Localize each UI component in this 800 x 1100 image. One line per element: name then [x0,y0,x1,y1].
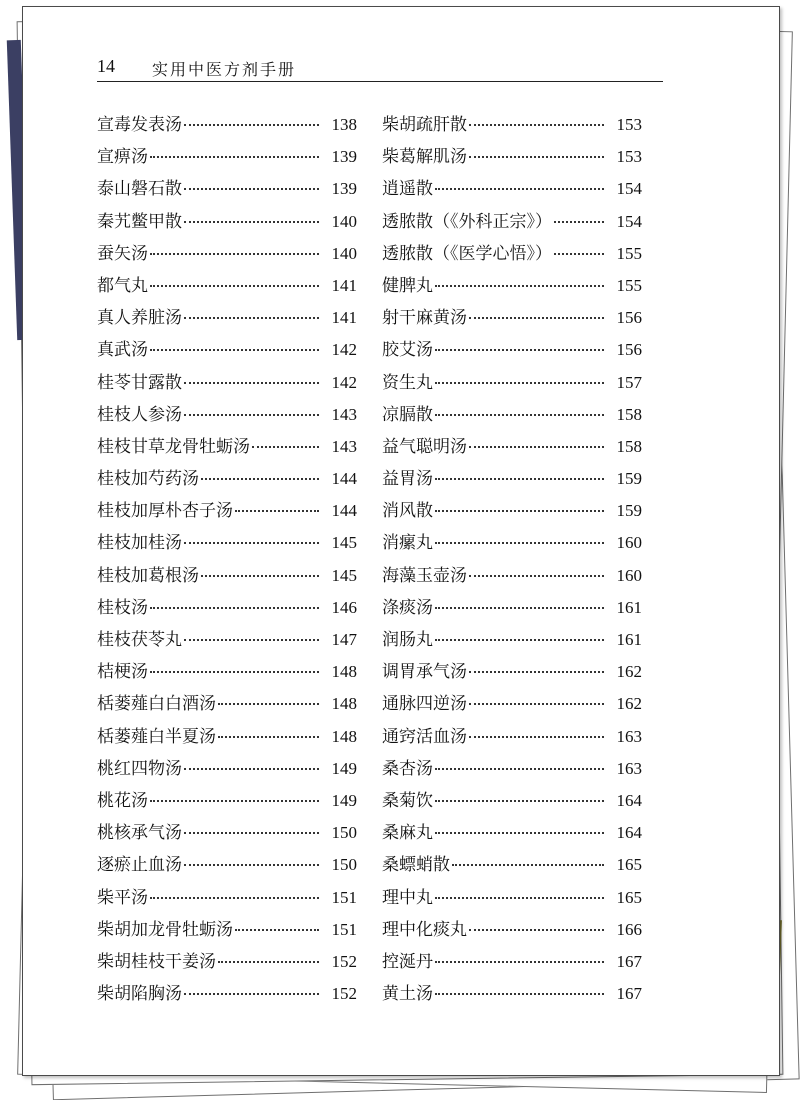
toc-entry-name: 蚕矢汤 [97,243,148,264]
toc-entry[interactable] [97,915,357,947]
toc-entry-page: 139 [331,147,357,167]
toc-entry-page: 167 [616,984,642,1004]
toc-entry-page: 153 [616,115,642,134]
toc-entry[interactable] [97,689,357,721]
dot-leader [469,671,604,673]
toc-entry[interactable] [97,786,357,818]
toc-entry[interactable] [97,754,357,786]
toc-entry-name: 桂枝茯苓丸 [97,630,182,650]
dot-leader [218,736,319,738]
dot-leader [435,639,604,641]
toc-entry-page: 148 [331,726,357,746]
dot-leader [469,703,604,705]
toc-entry-page: 161 [616,630,642,649]
toc-entry[interactable] [97,561,357,593]
dot-leader [201,575,319,577]
toc-entry-name: 桃核承气汤 [97,823,182,844]
toc-entry[interactable] [97,174,357,206]
dot-leader [435,897,604,899]
dot-leader [218,703,319,705]
dot-leader [184,542,319,544]
toc-entry-name: 桑菊饮 [382,790,433,811]
toc-entry-name: 透脓散（《外科正宗》） [382,211,552,232]
toc-entry-page: 147 [331,630,357,649]
toc-entry[interactable] [382,142,642,174]
toc-entry-page: 151 [331,887,357,907]
toc-entry[interactable] [382,689,642,721]
toc-entry-name: 柴胡桂枝干姜汤 [97,951,216,972]
toc-entry-name: 柴胡陷胸汤 [97,984,182,1005]
toc-entry-name: 桃花汤 [97,790,148,811]
dot-leader [184,864,319,866]
toc-entry-name: 桂枝人参汤 [97,404,182,425]
toc-entry-page: 157 [616,372,642,392]
toc-entry[interactable] [97,883,357,915]
toc-entry[interactable] [382,432,642,464]
toc-entry-name: 柴胡疏肝散 [382,115,467,135]
dot-leader [150,285,319,287]
toc-entry-name: 控涎丹 [382,951,433,972]
toc-entry[interactable] [97,464,357,496]
toc-entry-name: 消风散 [382,501,433,522]
toc-entry-page: 150 [331,855,357,875]
toc-entry-page: 148 [331,662,357,682]
dot-leader [435,414,604,416]
toc-entry-name: 真人养脏汤 [97,308,182,329]
toc-entry-name: 凉膈散 [382,404,433,425]
dot-leader [469,317,604,319]
toc-entry-page: 165 [616,887,642,907]
dot-leader [435,832,604,834]
toc-entry-name: 资生丸 [382,372,433,393]
toc-entry-name: 宣毒发表汤 [97,115,182,135]
toc-entry[interactable] [382,464,642,496]
toc-entry-page: 152 [331,984,357,1004]
dot-leader [150,607,319,609]
toc-entry-page: 148 [331,694,357,714]
toc-entry-name: 涤痰汤 [382,597,433,618]
toc-entry-name: 理中化痰丸 [382,919,467,940]
dot-leader [184,124,319,126]
toc-entry-page: 150 [331,823,357,843]
toc-entry-page: 149 [331,758,357,778]
toc-entry[interactable] [97,207,357,239]
toc-entry[interactable] [382,110,642,142]
toc-entry-page: 160 [616,533,642,553]
toc-entry-page: 166 [616,919,642,939]
toc-entry[interactable] [382,754,642,786]
toc-entry-page: 167 [616,951,642,971]
dot-leader [435,510,604,512]
dot-leader [150,349,319,351]
toc-entry-name: 透脓散（《医学心悟》） [382,243,552,264]
dot-leader [469,446,604,448]
toc-entry-page: 144 [331,469,357,489]
toc-entry-name: 黄土汤 [382,984,433,1005]
toc-entry[interactable] [97,368,357,400]
toc-entry[interactable] [97,432,357,464]
toc-entry[interactable] [97,271,357,303]
toc-entry-name: 泰山磐石散 [97,179,182,200]
toc-entry-page: 138 [331,115,357,134]
toc-entry[interactable] [97,110,357,142]
toc-entry-page: 145 [331,533,357,553]
dot-leader [235,929,319,931]
toc-entry-name: 桂枝加厚朴杏子汤 [97,501,233,522]
toc-entry[interactable] [97,850,357,882]
toc-entry-name: 桂枝甘草龙骨牡蛎汤 [97,436,250,457]
toc-entry-name: 柴胡加龙骨牡蛎汤 [97,919,233,940]
dot-leader [435,478,604,480]
dot-leader [150,253,319,255]
toc-entry[interactable] [382,722,642,754]
dot-leader [435,285,604,287]
toc-entry[interactable] [97,239,357,271]
dot-leader [435,607,604,609]
dot-leader [554,253,604,255]
toc-entry-page: 163 [616,758,642,778]
toc-entry-page: 141 [331,308,357,328]
toc-entry-name: 海藻玉壶汤 [382,565,467,586]
toc-entry-page: 158 [616,436,642,456]
dot-leader [201,478,319,480]
toc-entry-name: 桂枝汤 [97,597,148,618]
toc-entry-name: 益气聪明汤 [382,436,467,457]
toc-entry-name: 栝蒌薤白白酒汤 [97,694,216,715]
toc-entry-name: 桔梗汤 [97,662,148,683]
dot-leader [452,864,604,866]
toc-entry-name: 宣痹汤 [97,147,148,168]
toc-entry-page: 144 [331,501,357,521]
toc-entry-name: 桂枝加葛根汤 [97,565,199,586]
toc-entry-name: 逐瘀止血汤 [97,855,182,876]
toc-entry-page: 142 [331,372,357,392]
toc-entry-page: 143 [331,436,357,456]
toc-entry[interactable] [382,174,642,206]
toc-entry-page: 149 [331,790,357,810]
toc-entry-name: 健脾丸 [382,275,433,296]
toc-entry-page: 165 [616,855,642,875]
toc-entry[interactable] [382,786,642,818]
toc-entry-name: 柴平汤 [97,887,148,908]
toc-entry[interactable] [382,947,642,979]
toc-entry-page: 162 [616,694,642,714]
dot-leader [435,961,604,963]
toc-entry-name: 秦艽鳖甲散 [97,211,182,232]
toc-entry-name: 益胃汤 [382,469,433,490]
dot-leader [435,382,604,384]
toc-entry-name: 桂苓甘露散 [97,372,182,393]
toc-entry[interactable] [382,303,642,335]
toc-entry-page: 164 [616,790,642,810]
toc-entry-name: 桂枝加桂汤 [97,533,182,554]
dot-leader [184,317,319,319]
toc-entry-name: 调胃承气汤 [382,662,467,683]
toc-entry-page: 161 [616,597,642,617]
toc-entry-page: 154 [616,179,642,199]
dot-leader [554,221,604,223]
toc-entry[interactable] [382,400,642,432]
toc-entry-page: 158 [616,404,642,424]
dot-leader [150,897,319,899]
toc-entry[interactable] [97,528,357,560]
dot-leader [235,510,319,512]
toc-entry-name: 润肠丸 [382,630,433,650]
toc-entry-name: 理中丸 [382,887,433,908]
dot-leader [252,446,319,448]
toc-entry[interactable] [97,657,357,689]
dot-leader [469,929,604,931]
toc-entry-name: 消瘰丸 [382,533,433,554]
toc-entry-name: 通窍活血汤 [382,726,467,747]
page-number: 14 [97,56,115,76]
toc-entry[interactable] [97,818,357,850]
dot-leader [469,156,604,158]
toc-entry-page: 163 [616,726,642,746]
toc-entry[interactable] [382,657,642,689]
toc-entry-name: 真武汤 [97,340,148,361]
toc-entry-page: 154 [616,211,642,231]
toc-entry[interactable] [382,496,642,528]
dot-leader [435,188,604,190]
toc-entry[interactable] [97,303,357,335]
toc-entry-page: 159 [616,469,642,489]
toc-entry[interactable] [382,239,642,271]
dot-leader [469,736,604,738]
dot-leader [469,124,604,126]
toc-entry[interactable] [97,496,357,528]
toc-entry-name: 射干麻黄汤 [382,308,467,329]
toc-entry-page: 143 [331,404,357,424]
dot-leader [435,349,604,351]
toc-entry[interactable] [97,142,357,174]
toc-entry-page: 146 [331,597,357,617]
toc-entry-page: 164 [616,823,642,843]
toc-entry-page: 140 [331,211,357,231]
toc-entry[interactable] [97,593,357,625]
toc-column-left [97,110,357,1011]
toc-entry[interactable] [97,625,357,657]
toc-entry-page: 152 [331,951,357,971]
toc-entry-page: 145 [331,565,357,585]
toc-entry[interactable] [382,625,642,657]
toc-entry[interactable] [382,207,642,239]
toc-entry-name: 桑麻丸 [382,823,433,844]
dot-leader [184,768,319,770]
dot-leader [469,575,604,577]
toc-entry-name: 栝蒌薤白半夏汤 [97,726,216,747]
dot-leader [435,800,604,802]
dot-leader [218,961,319,963]
dot-leader [150,800,319,802]
dot-leader [184,382,319,384]
toc-entry-page: 141 [331,275,357,295]
dot-leader [150,156,319,158]
dot-leader [435,993,604,995]
toc-entry-name: 通脉四逆汤 [382,694,467,715]
toc-entry-name: 桂枝加芍药汤 [97,469,199,490]
toc-entry-page: 160 [616,565,642,585]
toc-entry-page: 139 [331,179,357,199]
book-title: 实用中医方剂手册 [152,60,297,79]
toc-entry[interactable] [382,368,642,400]
toc-entry[interactable] [382,528,642,560]
toc-entry-name: 桑螵蛸散 [382,855,450,876]
toc-entry-page: 140 [331,243,357,263]
toc-entry-page: 155 [616,275,642,295]
dot-leader [184,414,319,416]
toc-entry-name: 胶艾汤 [382,340,433,361]
toc-entry-name: 桃红四物汤 [97,758,182,779]
dot-leader [184,639,319,641]
toc-entry[interactable] [382,593,642,625]
toc-entry[interactable] [382,915,642,947]
dot-leader [435,768,604,770]
toc-entry-name: 都气丸 [97,275,148,296]
toc-entry-page: 156 [616,308,642,328]
toc-entry-page: 142 [331,340,357,360]
toc-entry[interactable] [382,850,642,882]
toc-entry-name: 柴葛解肌汤 [382,147,467,168]
dot-leader [184,832,319,834]
toc-entry[interactable] [97,979,357,1011]
dot-leader [184,188,319,190]
toc-entry-name: 逍遥散 [382,179,433,200]
toc-entry-name: 桑杏汤 [382,758,433,779]
toc-entry-page: 156 [616,340,642,360]
toc-entry[interactable] [382,818,642,850]
toc-entry[interactable] [382,883,642,915]
page-header [97,56,663,82]
toc-entry-page: 162 [616,662,642,682]
toc-entry[interactable] [97,722,357,754]
dot-leader [184,993,319,995]
toc-column-right [382,110,642,1011]
toc-entry[interactable] [97,947,357,979]
toc-entry-page: 155 [616,243,642,263]
toc-entry[interactable] [382,561,642,593]
toc-entry[interactable] [97,400,357,432]
toc-entry[interactable] [382,979,642,1011]
dot-leader [184,221,319,223]
toc-entry-page: 153 [616,147,642,167]
dot-leader [150,671,319,673]
toc-entry[interactable] [382,271,642,303]
toc-entry-page: 151 [331,919,357,939]
toc-entry[interactable] [97,335,357,367]
toc-entry-page: 159 [616,501,642,521]
dot-leader [435,542,604,544]
toc-entry[interactable] [382,335,642,367]
